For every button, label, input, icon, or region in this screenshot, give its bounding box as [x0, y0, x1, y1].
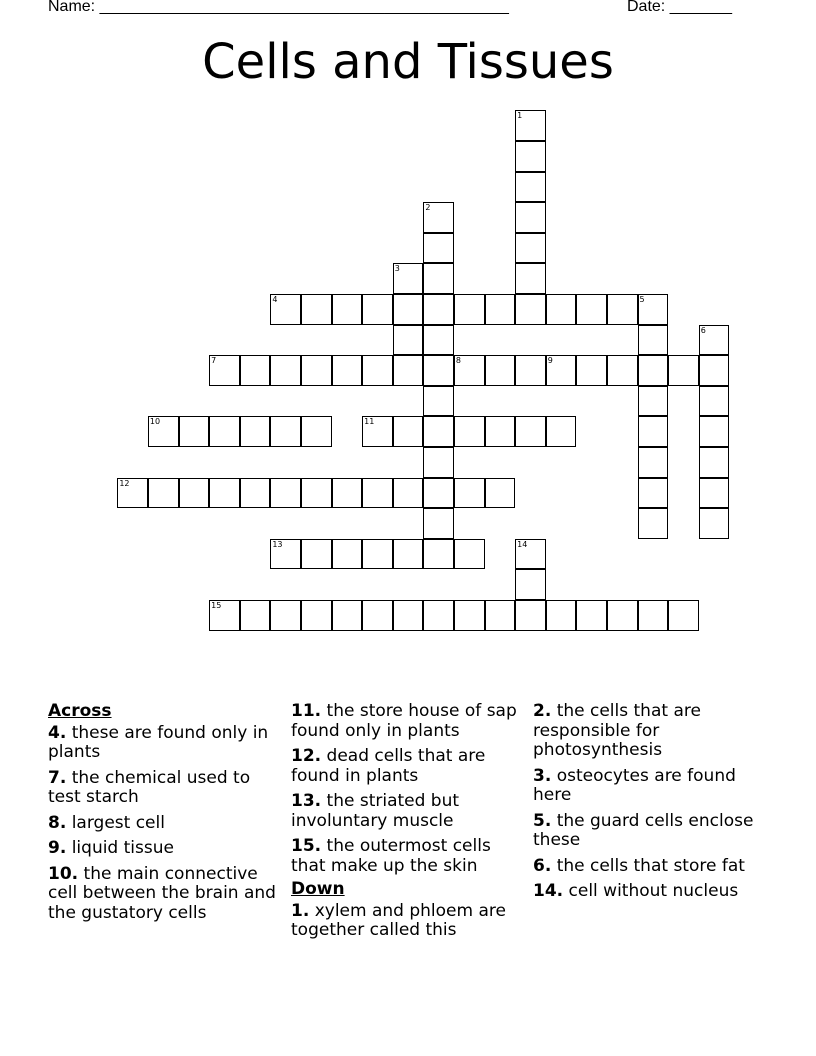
- clue-across-4: [48, 724, 286, 763]
- grid-cell[interactable]: [240, 416, 271, 447]
- grid-cell[interactable]: [393, 539, 424, 570]
- grid-cell[interactable]: [638, 600, 669, 631]
- clues-column-2: [291, 702, 529, 947]
- grid-cell[interactable]: [301, 294, 332, 325]
- grid-cell[interactable]: [668, 600, 699, 631]
- name-field[interactable]: Name: ______________________________________________: [48, 0, 509, 15]
- grid-cell[interactable]: [301, 600, 332, 631]
- clue-text: osteocytes are found here: [533, 765, 736, 805]
- grid-cell[interactable]: [240, 600, 271, 631]
- date-field[interactable]: Date: _______: [627, 0, 732, 15]
- grid-cell[interactable]: [423, 325, 454, 356]
- grid-cell[interactable]: [332, 294, 363, 325]
- clue-text: the store house of sap found only in plants: [291, 701, 517, 741]
- grid-cell[interactable]: [393, 263, 424, 294]
- clue-text: these are found only in plants: [48, 722, 269, 762]
- grid-cell[interactable]: [546, 600, 577, 631]
- clue-down-14: [533, 882, 771, 902]
- clue-across-13: [291, 792, 529, 831]
- clue-text: xylem and phloem are together called this: [291, 900, 506, 940]
- grid-cell[interactable]: [423, 202, 454, 233]
- grid-cell[interactable]: [393, 355, 424, 386]
- page-title: Cells and Tissues: [202, 34, 614, 90]
- grid-cell[interactable]: [393, 416, 424, 447]
- grid-cell[interactable]: [423, 386, 454, 417]
- grid-cell[interactable]: [179, 478, 210, 509]
- grid-cell[interactable]: [515, 600, 546, 631]
- clue-text: the cells that are responsible for photosynthesis: [533, 701, 701, 760]
- grid-cell[interactable]: [607, 355, 638, 386]
- grid-cell[interactable]: [270, 355, 301, 386]
- clue-down-5: [533, 812, 771, 851]
- grid-cell[interactable]: [607, 600, 638, 631]
- grid-cell[interactable]: [485, 355, 516, 386]
- grid-cell[interactable]: [515, 110, 546, 141]
- grid-cell[interactable]: [638, 478, 669, 509]
- grid-cell-number: 14: [517, 539, 528, 549]
- grid-cell[interactable]: [423, 233, 454, 264]
- grid-cell[interactable]: [332, 355, 363, 386]
- clue-number: 15.: [291, 836, 322, 856]
- grid-cell[interactable]: [699, 447, 730, 478]
- clue-text: the chemical used to test starch: [48, 767, 251, 807]
- clue-text: the cells that store fat: [551, 855, 745, 876]
- grid-cell[interactable]: [515, 416, 546, 447]
- grid-cell[interactable]: [301, 478, 332, 509]
- grid-cell[interactable]: [454, 478, 485, 509]
- clue-text: liquid tissue: [66, 838, 174, 858]
- clue-across-15: [291, 837, 529, 876]
- grid-cell[interactable]: [515, 263, 546, 294]
- grid-cell[interactable]: [699, 508, 730, 539]
- grid-cell-number: 4: [272, 294, 278, 304]
- grid-cell[interactable]: [362, 416, 393, 447]
- clue-across-8: [48, 814, 286, 834]
- clue-across-7: [48, 769, 286, 808]
- clue-down-1: [291, 902, 529, 941]
- clue-down-3: [533, 767, 771, 806]
- grid-cell[interactable]: [179, 416, 210, 447]
- grid-cell[interactable]: [638, 508, 669, 539]
- clue-text: cell without nucleus: [563, 881, 739, 901]
- clue-number: 8.: [48, 812, 67, 833]
- clue-across-10: [48, 865, 286, 924]
- clue-text: the guard cells enclose these: [533, 810, 754, 850]
- grid-cell[interactable]: [362, 355, 393, 386]
- grid-cell[interactable]: [699, 325, 730, 356]
- clues-column-1: [48, 702, 286, 929]
- grid-cell-number: 8: [455, 356, 461, 366]
- grid-cell[interactable]: [362, 294, 393, 325]
- grid-cell[interactable]: [485, 416, 516, 447]
- clue-text: the outermost cells that make up the skin: [291, 836, 491, 876]
- grid-cell[interactable]: [454, 600, 485, 631]
- grid-cell[interactable]: [546, 355, 577, 386]
- grid-cell-number: 10: [149, 417, 161, 427]
- clue-number: 5.: [533, 810, 552, 831]
- grid-cell[interactable]: [423, 294, 454, 325]
- clue-down-2: [533, 702, 771, 761]
- grid-cell[interactable]: [515, 539, 546, 570]
- clue-number: 11.: [291, 701, 322, 721]
- clue-number: 12.: [291, 746, 322, 766]
- clue-text: the main connective cell between the brain and the gustatory cells: [48, 863, 276, 923]
- clue-number: 6.: [533, 855, 552, 876]
- grid-cell[interactable]: [454, 539, 485, 570]
- grid-cell[interactable]: [668, 355, 699, 386]
- grid-cell[interactable]: [546, 416, 577, 447]
- grid-cell[interactable]: [393, 325, 424, 356]
- grid-cell-number: 11: [364, 417, 375, 427]
- clue-number: 2.: [533, 701, 552, 721]
- grid-cell[interactable]: [699, 355, 730, 386]
- grid-cell[interactable]: [270, 600, 301, 631]
- grid-cell[interactable]: [270, 539, 301, 570]
- grid-cell[interactable]: [301, 355, 332, 386]
- grid-cell[interactable]: [209, 478, 240, 509]
- grid-cell[interactable]: [209, 416, 240, 447]
- grid-cell[interactable]: [454, 416, 485, 447]
- grid-cell[interactable]: [638, 294, 669, 325]
- grid-cell[interactable]: [240, 355, 271, 386]
- clue-across-12: [291, 747, 529, 786]
- grid-cell-number: 9: [547, 356, 553, 366]
- clue-number: 10.: [48, 863, 79, 884]
- grid-cell[interactable]: [699, 386, 730, 417]
- grid-cell[interactable]: [546, 294, 577, 325]
- grid-cell[interactable]: [393, 294, 424, 325]
- grid-cell[interactable]: [423, 508, 454, 539]
- grid-cell-number: 5: [639, 294, 645, 304]
- grid-cell[interactable]: [515, 294, 546, 325]
- clue-number: 1.: [291, 900, 310, 921]
- clue-number: 3.: [533, 765, 552, 786]
- grid-cell[interactable]: [362, 539, 393, 570]
- grid-cell[interactable]: [423, 447, 454, 478]
- grid-cell[interactable]: [515, 172, 546, 203]
- grid-cell[interactable]: [485, 294, 516, 325]
- clues-column-3: [533, 702, 771, 908]
- clue-number: 4.: [48, 722, 67, 743]
- clue-number: 7.: [48, 767, 67, 788]
- grid-cell[interactable]: [362, 478, 393, 509]
- grid-cell[interactable]: [362, 600, 393, 631]
- grid-cell[interactable]: [393, 600, 424, 631]
- grid-cell[interactable]: [393, 478, 424, 509]
- grid-cell[interactable]: [148, 478, 179, 509]
- down-heading: Down: [291, 879, 345, 899]
- grid-cell[interactable]: [270, 416, 301, 447]
- clue-number: 9.: [48, 838, 67, 858]
- grid-cell-number: 12: [119, 478, 130, 488]
- grid-cell[interactable]: [485, 478, 516, 509]
- clue-text: the striated but involuntary muscle: [291, 791, 460, 831]
- grid-cell-number: 15: [211, 600, 222, 610]
- grid-cell[interactable]: [515, 141, 546, 172]
- grid-cell[interactable]: [638, 355, 669, 386]
- grid-cell[interactable]: [270, 478, 301, 509]
- grid-cell-number: 1: [517, 111, 523, 121]
- grid-cell[interactable]: [117, 478, 148, 509]
- clue-text: largest cell: [66, 812, 165, 833]
- clue-number: 13.: [291, 791, 322, 811]
- grid-cell-number: 7: [211, 356, 217, 366]
- grid-cell[interactable]: [423, 478, 454, 509]
- grid-cell[interactable]: [638, 416, 669, 447]
- grid-cell-number: 3: [394, 264, 400, 274]
- grid-cell[interactable]: [576, 600, 607, 631]
- clue-down-6: [533, 857, 771, 877]
- grid-cell[interactable]: [576, 294, 607, 325]
- grid-cell[interactable]: [576, 355, 607, 386]
- grid-cell[interactable]: [301, 416, 332, 447]
- grid-cell[interactable]: [209, 355, 240, 386]
- grid-cell[interactable]: [638, 386, 669, 417]
- grid-cell[interactable]: [607, 294, 638, 325]
- grid-cell[interactable]: [270, 294, 301, 325]
- clue-across-11: [291, 702, 529, 741]
- clue-text: dead cells that are found in plants: [291, 746, 486, 786]
- grid-cell[interactable]: [699, 478, 730, 509]
- clue-number: 14.: [533, 881, 564, 901]
- grid-cell[interactable]: [515, 202, 546, 233]
- grid-cell[interactable]: [148, 416, 179, 447]
- grid-cell[interactable]: [423, 355, 454, 386]
- grid-cell-number: 2: [425, 203, 431, 213]
- grid-cell[interactable]: [454, 355, 485, 386]
- grid-cell-number: 13: [272, 539, 283, 549]
- grid-cell[interactable]: [423, 539, 454, 570]
- grid-cell[interactable]: [301, 539, 332, 570]
- across-heading: Across: [48, 701, 112, 721]
- grid-cell[interactable]: [454, 294, 485, 325]
- grid-cell[interactable]: [332, 478, 363, 509]
- clue-across-9: [48, 839, 286, 859]
- grid-cell-number: 6: [700, 325, 706, 335]
- grid-cell[interactable]: [332, 600, 363, 631]
- grid-cell[interactable]: [638, 447, 669, 478]
- grid-cell[interactable]: [423, 263, 454, 294]
- grid-cell[interactable]: [515, 233, 546, 264]
- grid-cell[interactable]: [423, 416, 454, 447]
- grid-cell[interactable]: [240, 478, 271, 509]
- grid-cell[interactable]: [485, 600, 516, 631]
- grid-cell[interactable]: [515, 569, 546, 600]
- grid-cell[interactable]: [638, 325, 669, 356]
- grid-cell[interactable]: [515, 355, 546, 386]
- grid-cell[interactable]: [699, 416, 730, 447]
- grid-cell[interactable]: [332, 539, 363, 570]
- grid-cell[interactable]: [423, 600, 454, 631]
- grid-cell[interactable]: [209, 600, 240, 631]
